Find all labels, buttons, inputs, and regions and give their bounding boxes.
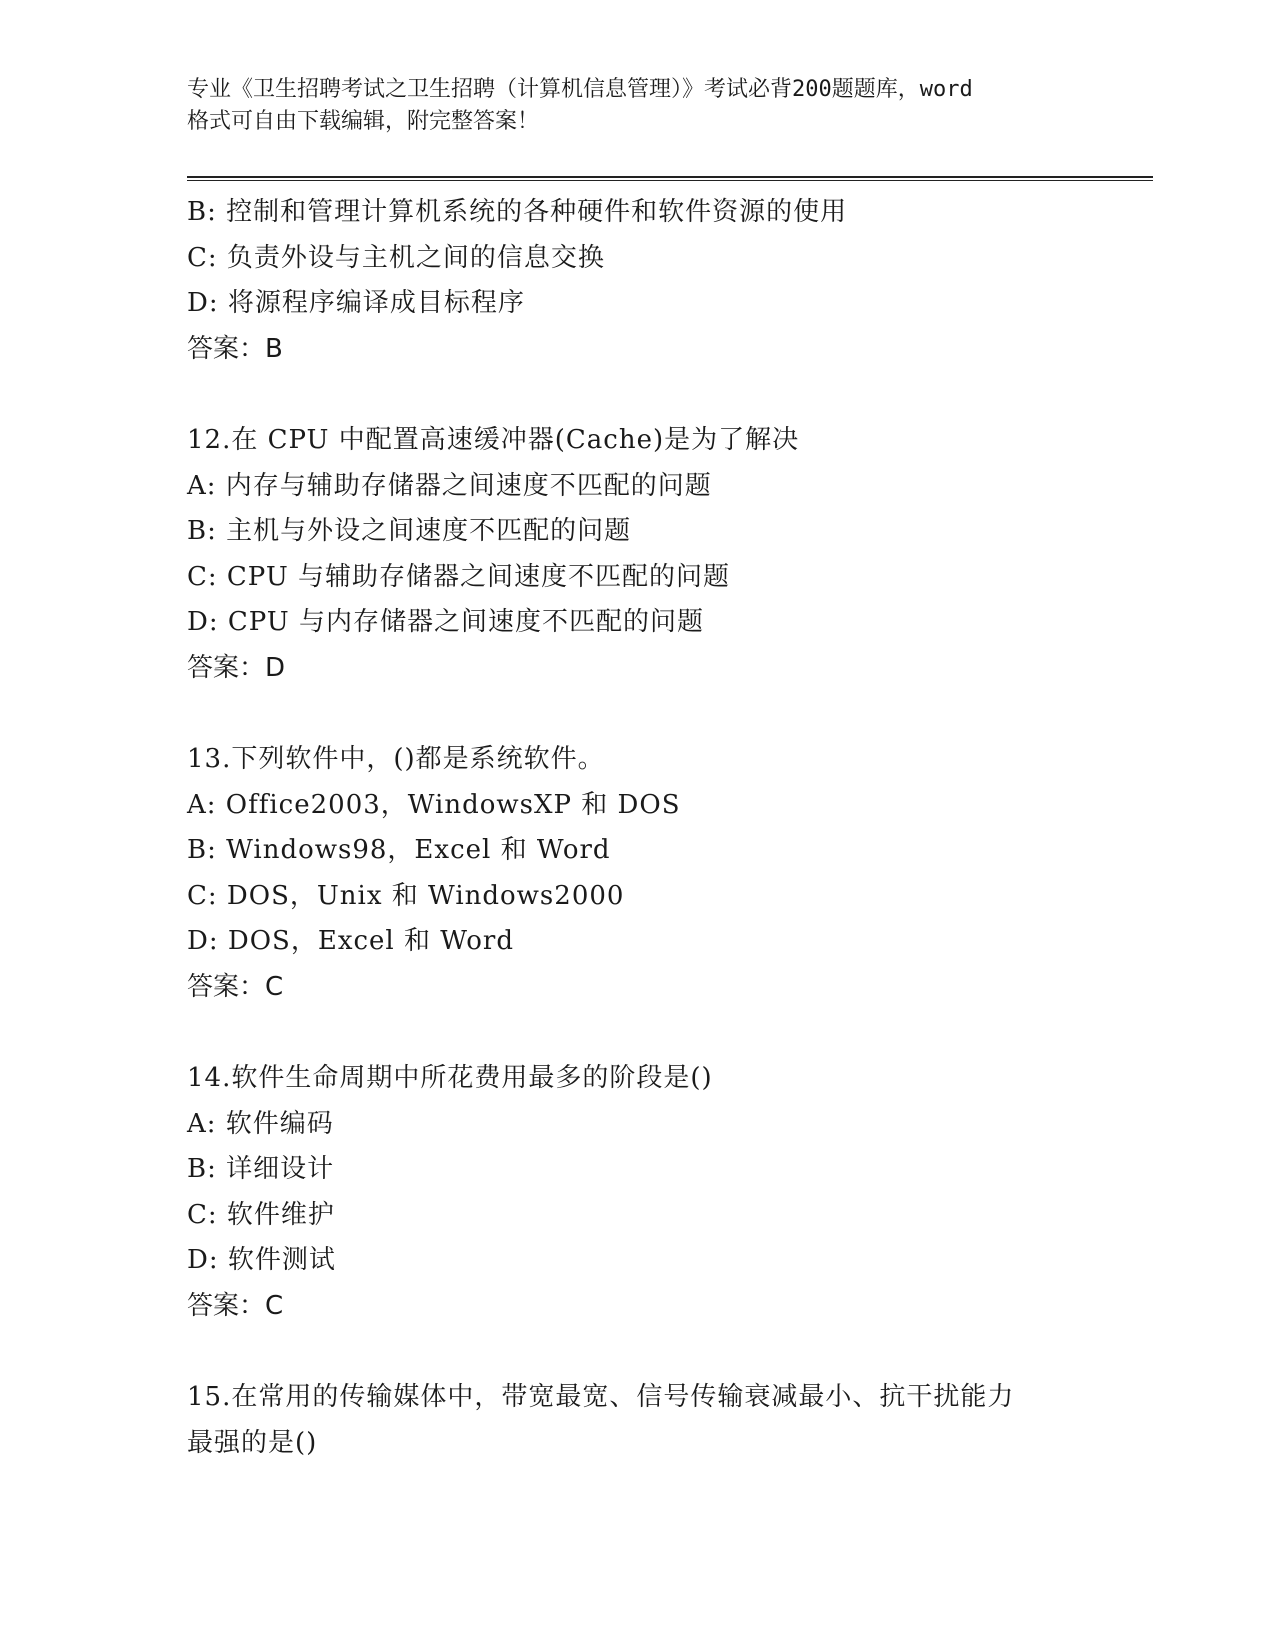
- q13-option-c: C: DOS，Unix 和 Windows2000: [187, 880, 625, 911]
- spacer: [187, 1329, 1147, 1375]
- q12-option-d: D: CPU 与内存储器之间速度不匹配的问题: [187, 607, 704, 637]
- q14-option-b: B: 详细设计: [187, 1154, 335, 1184]
- q15-question-line-1: 15.在常用的传输媒体中，带宽最宽、信号传输衰减最小、抗干扰能力: [187, 1382, 1015, 1412]
- q12-option-b: B: 主机与外设之间速度不匹配的问题: [187, 516, 632, 546]
- spacer: [187, 1010, 1147, 1056]
- q14-option-d: D: 软件测试: [187, 1245, 336, 1275]
- q14-option-a: A: 软件编码: [187, 1108, 334, 1139]
- q13-option-b: B: Windows98，Excel 和 Word: [187, 835, 611, 865]
- q12-option-c: C: CPU 与辅助存储器之间速度不匹配的问题: [187, 561, 731, 592]
- header-line-2: 格式可自由下载编辑，附完整答案！: [187, 109, 540, 134]
- spacer: [187, 691, 1147, 737]
- q13-option-a: A: Office2003，WindowsXP 和 DOS: [187, 789, 681, 820]
- q13-question: 13.下列软件中，()都是系统软件。: [187, 744, 605, 774]
- header-line-1: 专业《卫生招聘考试之卫生招聘（计算机信息管理）》考试必背200题题库，word: [187, 77, 973, 102]
- question-list: [187, 190, 1147, 1466]
- q11-option-d: D: 将源程序编译成目标程序: [187, 288, 525, 318]
- header-divider: [187, 176, 1153, 181]
- q11-answer: 答案：B: [187, 333, 283, 364]
- q11-option-b: B: 控制和管理计算机系统的各种硬件和软件资源的使用: [187, 197, 848, 227]
- q12-answer: 答案：D: [187, 652, 286, 683]
- q14-option-c: C: 软件维护: [187, 1199, 335, 1230]
- spacer: [187, 372, 1147, 418]
- q14-question: 14.软件生命周期中所花费用最多的阶段是(): [187, 1063, 713, 1093]
- q12-option-a: A: 内存与辅助存储器之间速度不匹配的问题: [187, 470, 712, 501]
- q13-answer: 答案：C: [187, 971, 284, 1002]
- q11-option-c: C: 负责外设与主机之间的信息交换: [187, 242, 605, 273]
- document-header: [187, 74, 1087, 138]
- q15-question-line-2: 最强的是(): [187, 1427, 318, 1458]
- q14-answer: 答案：C: [187, 1290, 284, 1321]
- q12-question: 12.在 CPU 中配置高速缓冲器(Cache)是为了解决: [187, 425, 800, 455]
- q13-option-d: D: DOS，Excel 和 Word: [187, 926, 514, 956]
